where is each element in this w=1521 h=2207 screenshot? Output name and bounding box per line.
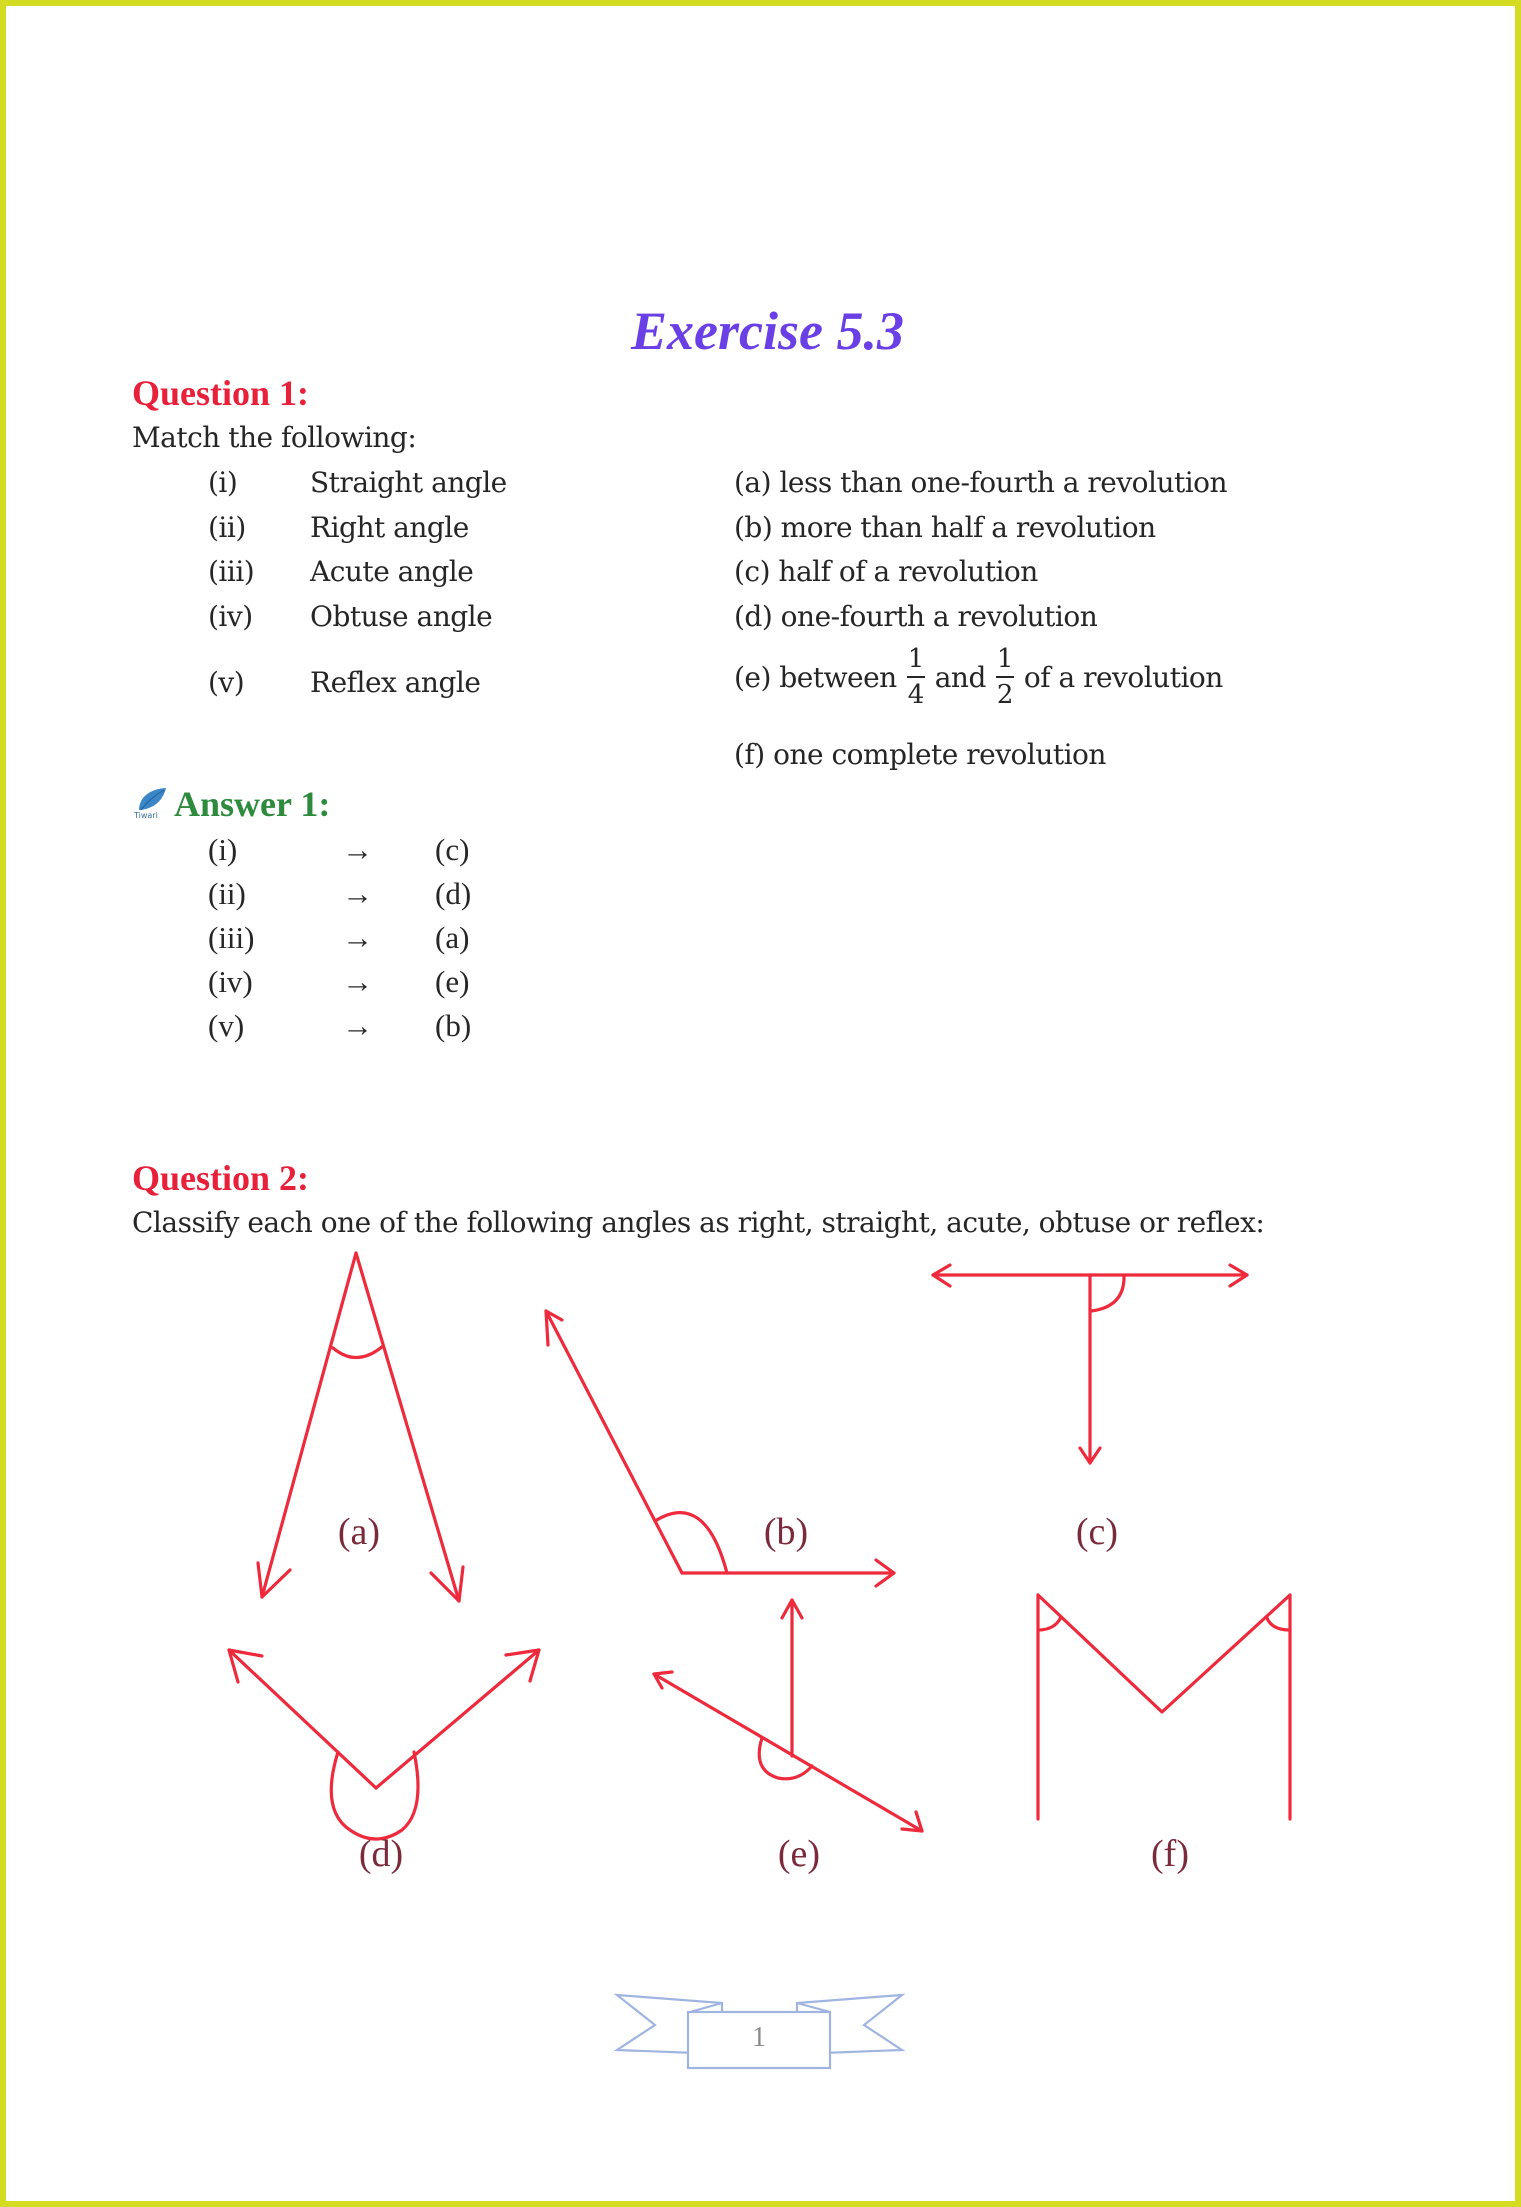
answer-left: (ii) [208, 876, 246, 911]
fraction-denominator: 4 [907, 680, 924, 710]
right-item-middle: and [934, 660, 986, 694]
arrow-right-icon: → [342, 964, 373, 999]
answer-left: (iv) [208, 964, 253, 999]
figure-label-e: (e) [777, 1833, 821, 1875]
left-item-label: Straight angle [310, 466, 507, 499]
left-item-label: Obtuse angle [310, 600, 493, 633]
left-item-label: Reflex angle [310, 666, 481, 699]
answer-right: (e) [435, 964, 470, 999]
figure-label-d: (d) [358, 1833, 404, 1875]
left-item-num: (ii) [208, 511, 246, 544]
page-number: 1 [752, 2022, 766, 2053]
left-item-label: Right angle [310, 511, 469, 544]
figure-label-c: (c) [1075, 1511, 1119, 1553]
arrow-right-icon: → [342, 832, 373, 867]
arrow-right-icon: → [342, 1008, 373, 1043]
svg-text:Tiwari: Tiwari [134, 811, 158, 820]
right-item: (b) more than half a revolution [734, 511, 1156, 544]
answer-1-heading: Answer 1: [174, 784, 331, 824]
left-item-num: (iv) [208, 600, 253, 633]
figure-label-b: (b) [763, 1511, 809, 1553]
question-2-prompt: Classify each one of the following angles as right, straight, acute, obtuse or reflex: [132, 1206, 1265, 1239]
right-item: (f) one complete revolution [734, 738, 1106, 771]
answer-right: (d) [435, 876, 472, 911]
right-item-prefix: (e) between [734, 660, 897, 694]
question-2-heading: Question 2: [132, 1158, 310, 1198]
question-1-heading: Question 1: [132, 373, 310, 413]
answer-right: (b) [435, 1008, 472, 1043]
fraction-numerator: 1 [907, 644, 924, 674]
answer-left: (v) [208, 1008, 245, 1043]
arrow-right-icon: → [342, 920, 373, 955]
answer-right: (c) [435, 832, 470, 867]
fraction-numerator: 1 [996, 644, 1013, 674]
right-item: (c) half of a revolution [734, 555, 1038, 588]
page-title: Exercise 5.3 [631, 301, 904, 361]
answer-left: (i) [208, 832, 238, 867]
answer-left: (iii) [208, 920, 255, 955]
right-item: (d) one-fourth a revolution [734, 600, 1098, 633]
left-item-num: (i) [208, 466, 238, 499]
left-item-num: (v) [208, 666, 245, 699]
answer-right: (a) [435, 920, 470, 955]
left-item-num: (iii) [208, 555, 255, 588]
right-item: (a) less than one-fourth a revolution [734, 466, 1228, 499]
arrow-right-icon: → [342, 876, 373, 911]
fraction-denominator: 2 [996, 680, 1013, 710]
question-1-prompt: Match the following: [132, 421, 417, 454]
figure-label-a: (a) [337, 1511, 381, 1553]
right-item-suffix: of a revolution [1023, 660, 1223, 694]
left-item-label: Acute angle [310, 555, 474, 588]
figure-label-f: (f) [1151, 1833, 1189, 1875]
